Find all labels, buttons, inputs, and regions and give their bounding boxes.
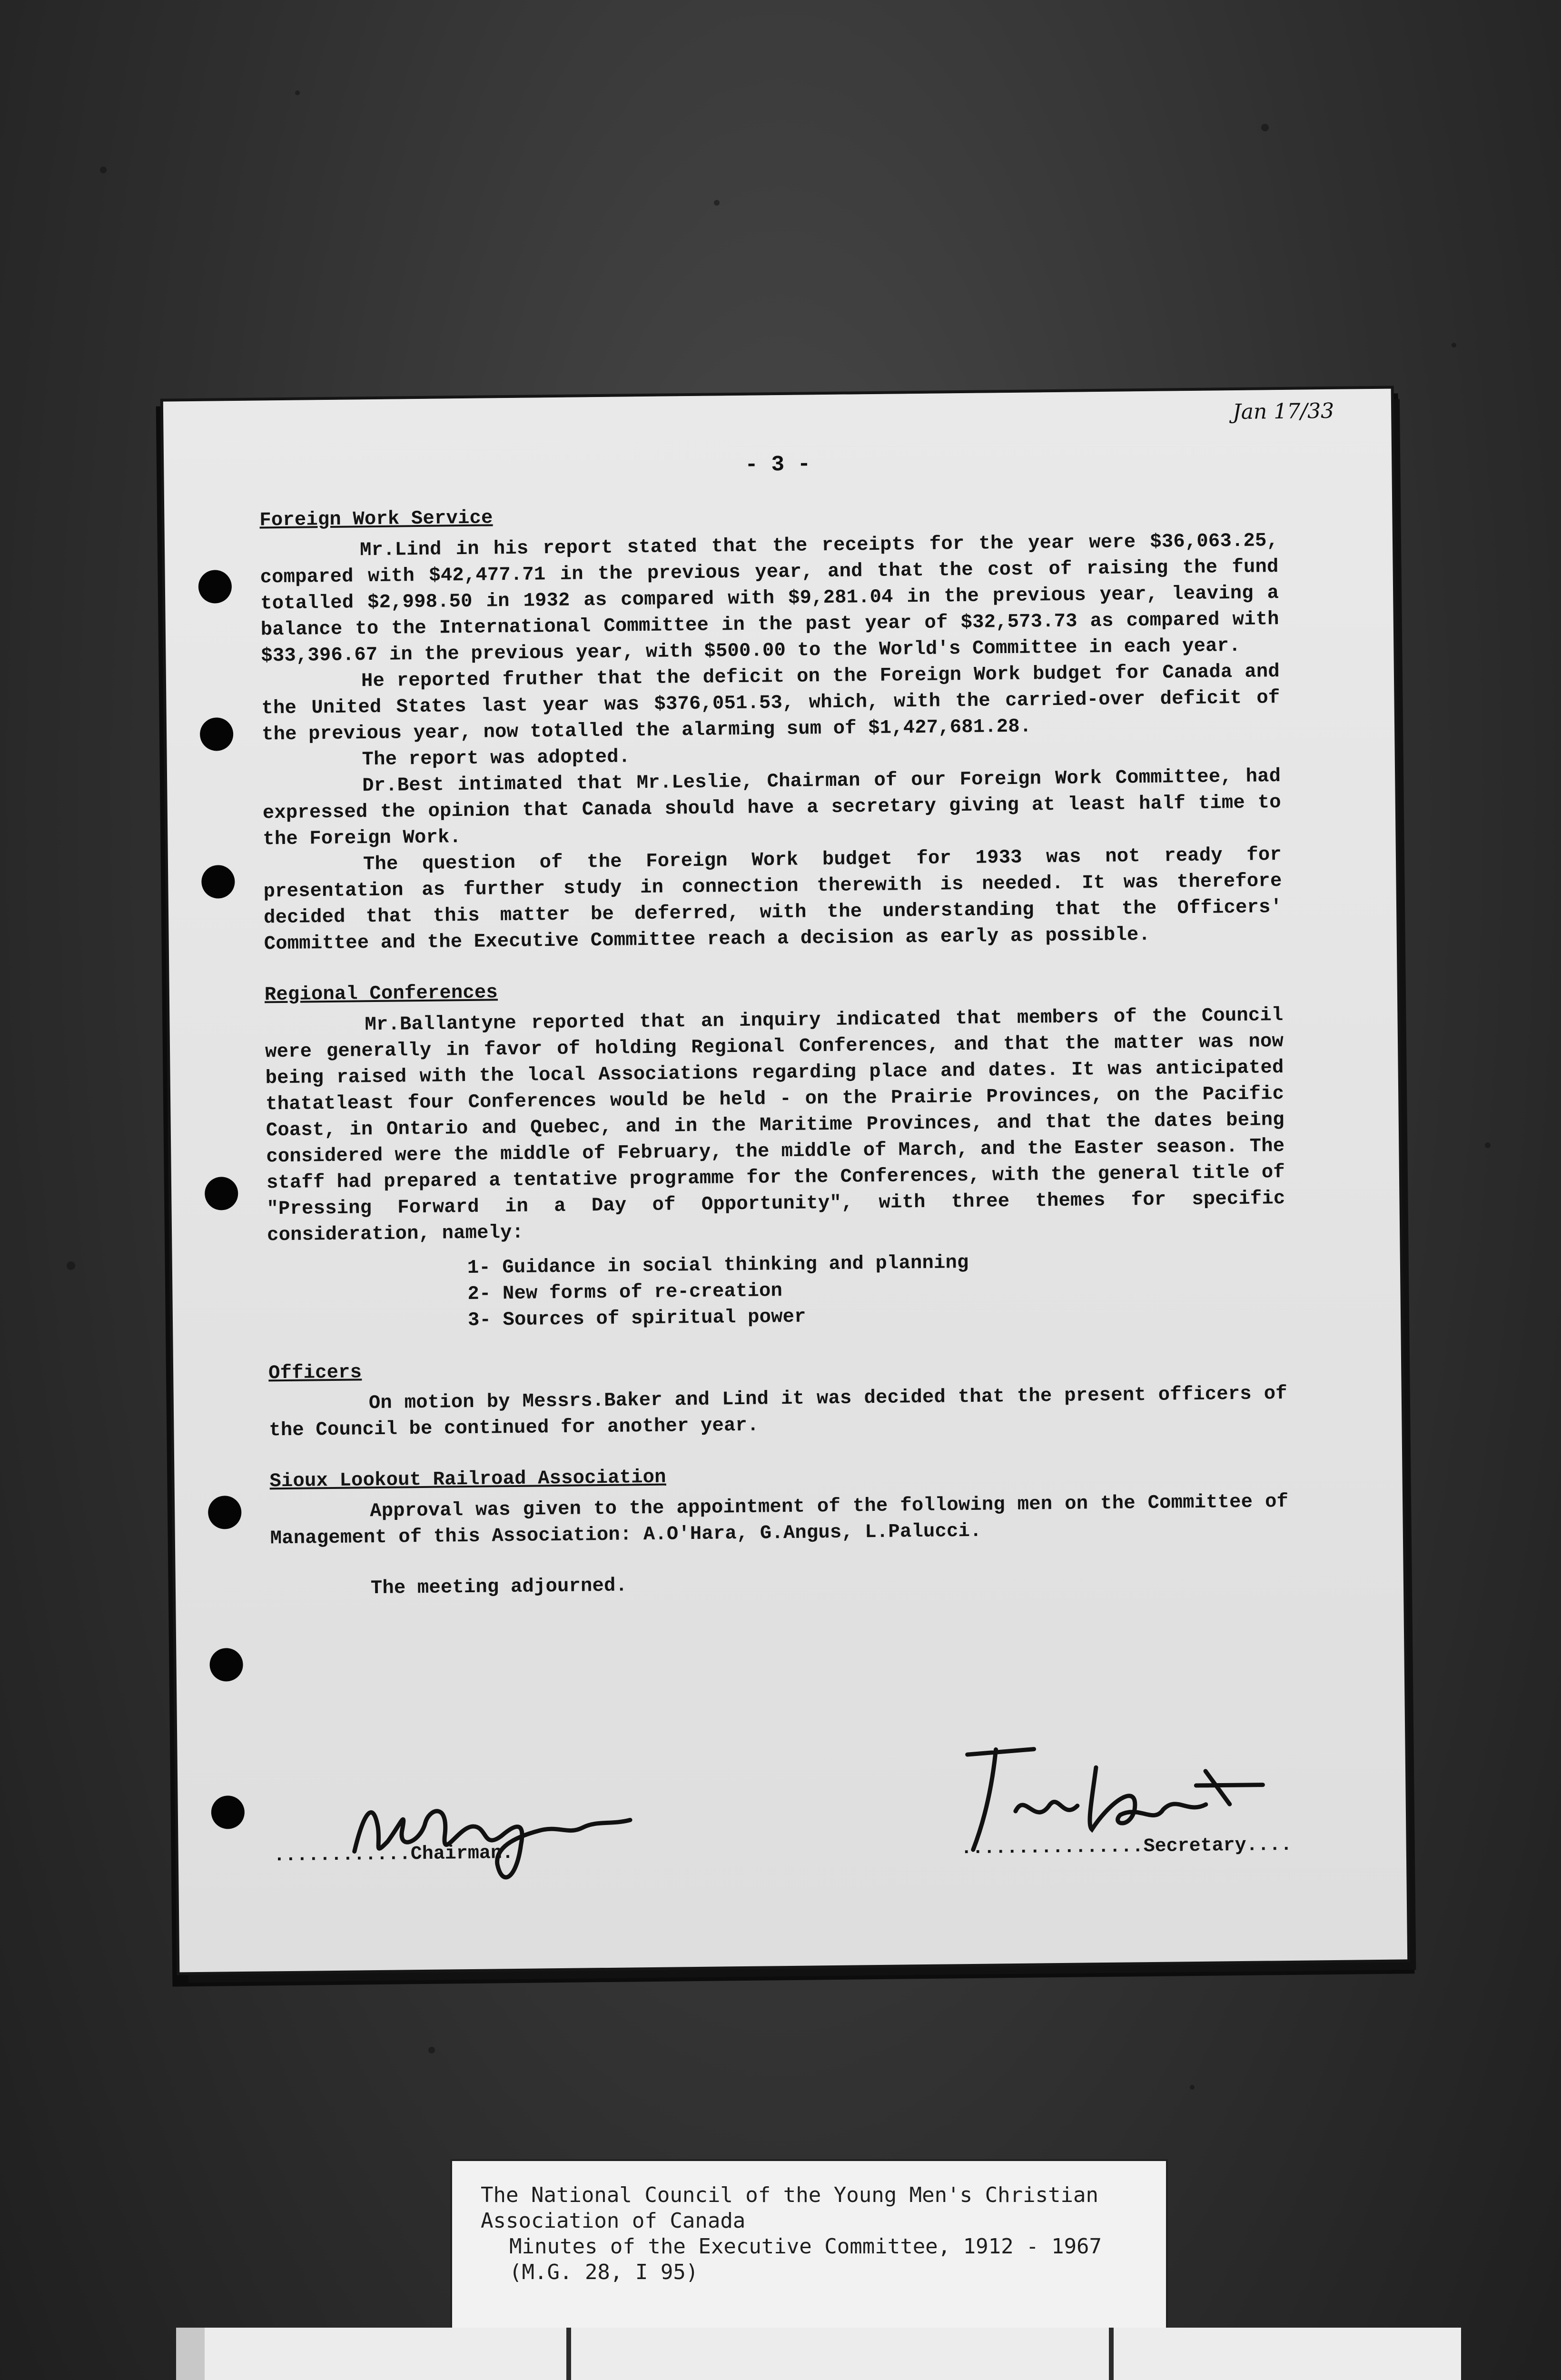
plate-notch: [566, 2328, 1114, 2380]
paragraph: Mr.Lind in his report stated that the receipts for the year were $36,063.25, compared with $42,477.71 in the previous year, and that the cost of raising the fund totalled $2,998.50 in 1932 as compared with $9,281.04 in the previous year, leaving a balance to the International Committee in the past year of $32,573.73 as compared with $33,396.67 in the previous year, with $500.00 to the World's Committee in each year.: [260, 530, 1279, 667]
list-item: 1- Guidance in social thinking and planning: [467, 1251, 969, 1279]
paragraph: He reported fruther that the deficit on the Foreign Work budget for Canada and the United States last year was $376,051.53, which, with the carried-over deficit of the previous year, now totalled the alarming sum of $1,427,681.28.: [261, 661, 1280, 746]
typed-page: [163, 389, 1407, 1973]
list-item: 2- New forms of re-creation: [467, 1280, 783, 1306]
paragraph: Approval was given to the appointment of the following men on the Committee of Management of this Association: A.O'Hara, G.Angus, L.Palucci.: [270, 1490, 1289, 1550]
paragraph: Mr.Ballantyne reported that an inquiry indicated that members of the Council were generally in favor of holding Regional Conferences, and that the matter was now being raised with the local Associations regarding place and dates. It was anticipated thatatleast four Conferences would be held - on the Prairie Provinces, on the Pacific Coast, in Ontario and Quebec, and in the Maritime Provinces, and that the dates being considered were the middle of February, the middle of March, and the Easter season. The staff had prepared a tentative programme for the Conferences, with the general title of "Pressing Forward in a Day of Opportunity", with three themes for specific consideration, namely:: [265, 1004, 1285, 1247]
section-heading: Sioux Lookout Railroad Association: [269, 1466, 666, 1493]
punch-hole: [205, 1177, 238, 1210]
punch-hole: [209, 1648, 243, 1682]
closing-line: The meeting adjourned.: [370, 1575, 628, 1600]
paragraph: The report was adopted.: [362, 746, 631, 771]
signature-area: [273, 1761, 1293, 1904]
archives-plate: [176, 2328, 1461, 2380]
plate-edge: [176, 2328, 205, 2380]
chairman-signature: [344, 1767, 641, 1894]
handwritten-date-note: Jan 17/33: [1232, 398, 1334, 425]
punch-hole: [201, 865, 235, 899]
section-heading: Foreign Work Service: [259, 507, 493, 532]
section-heading: Officers: [268, 1361, 362, 1385]
section-heading: Regional Conferences: [264, 982, 498, 1006]
paragraph: On motion by Messrs.Baker and Lind it was decided that the present officers of the Council be continued for another year.: [269, 1382, 1287, 1442]
card-line: Association of Canada: [481, 2209, 746, 2233]
paragraph: The question of the Foreign Work budget for 1933 was not ready for presentation as further study in connection therewith is needed. It was therefore decided that this matter be deferred, with the understanding that the Officers' Committee and the Executive Committee reach a decision as early as possible.: [263, 844, 1283, 955]
catalogue-card-text: [481, 2182, 1102, 2285]
page-number: - 3 -: [744, 452, 811, 477]
punch-hole: [198, 570, 232, 604]
card-line: (M.G. 28, I 95): [509, 2260, 699, 2284]
paragraph: Dr.Best intimated that Mr.Leslie, Chairman of our Foreign Work Committee, had expressed the opinion that Canada should have a secretary giving at least half time to the Foreign Work.: [262, 765, 1281, 851]
card-line: Minutes of the Executive Committee, 1912 - 1967: [509, 2234, 1102, 2259]
card-line: The National Council of the Young Men's Christian: [481, 2183, 1099, 2207]
punch-hole: [211, 1795, 245, 1829]
punch-hole: [208, 1496, 242, 1529]
secretary-label: ................Secretary....: [960, 1834, 1292, 1860]
list-item: 3- Sources of spiritual power: [467, 1306, 806, 1331]
punch-hole: [200, 717, 234, 751]
minutes-body: [259, 497, 1289, 1603]
chairman-label: ............Chairman.: [273, 1843, 514, 1867]
